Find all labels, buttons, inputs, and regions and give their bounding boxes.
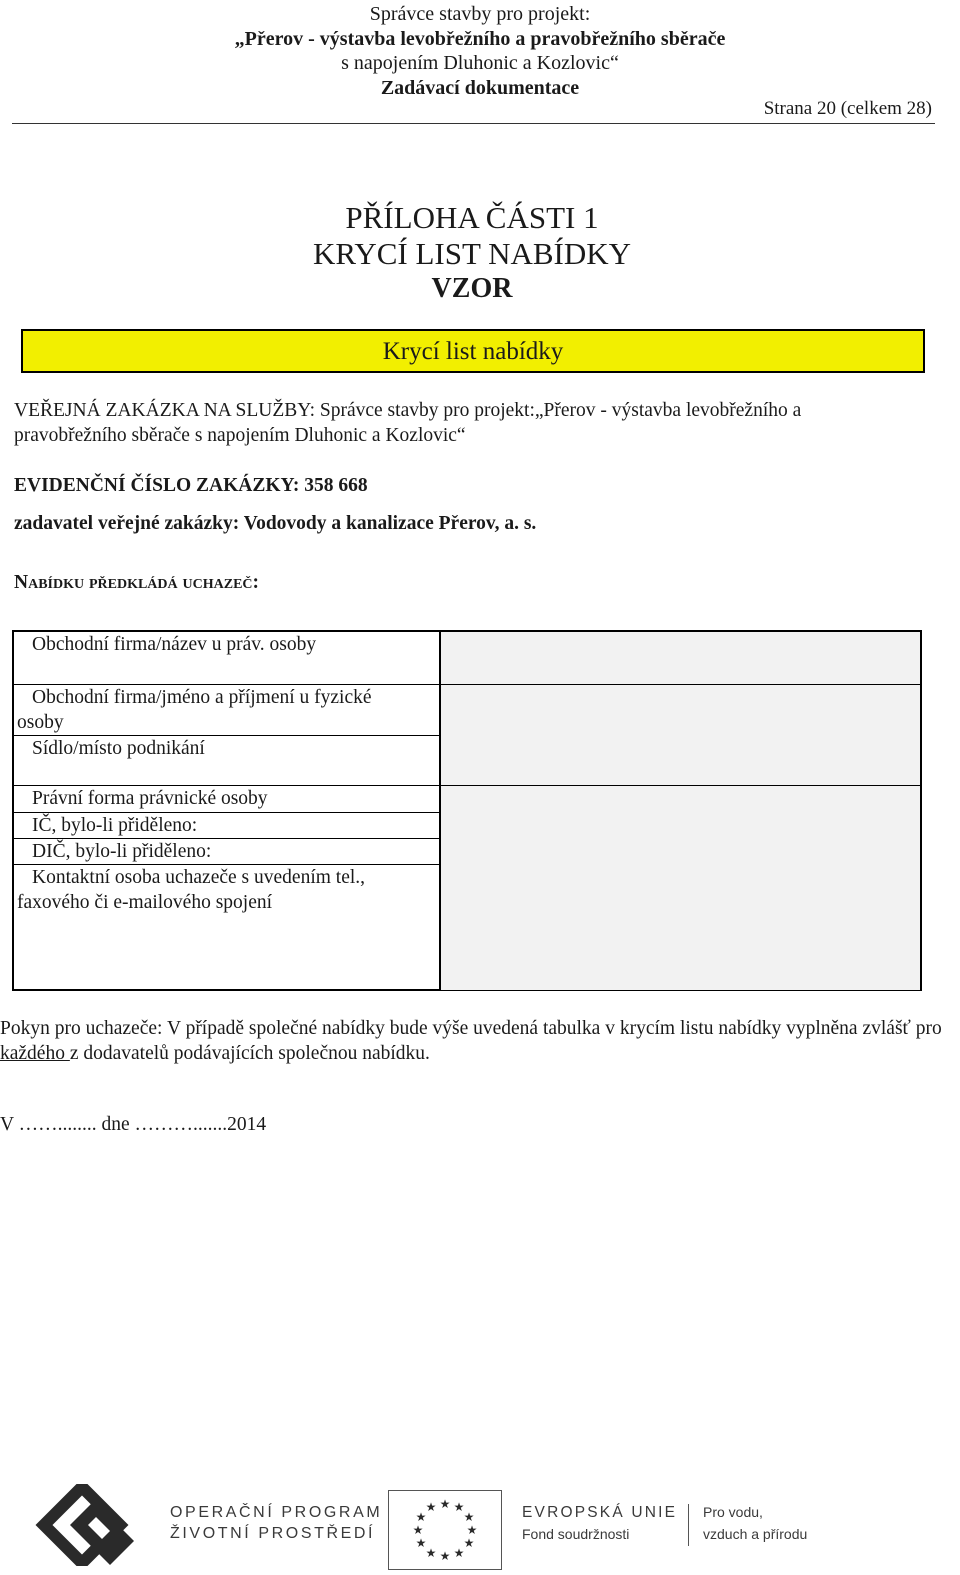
row-label-person-name [13,684,440,735]
field-person-name-and-seat[interactable] [440,684,921,785]
op-logo-line-2: ŽIVOTNÍ PROSTŘEDÍ [170,1525,376,1542]
field-company-name[interactable] [440,631,921,684]
svg-text:★: ★ [425,1500,437,1514]
template-label: VZOR [431,273,513,304]
contract-description-line-1: VEŘEJNÁ ZAKÁZKA NA SLUŽBY: Správce stavby pro projekt:„Přerov - výstavba levobřežního a [14,400,802,421]
contract-description-line-2: pravobřežního sběrače s napojením Dluhonic a Kozlovic“ [14,425,466,446]
row-label-dic [13,838,440,864]
row-label-legal-form [13,785,440,812]
page-number: Strana 20 (celkem 28) [763,98,932,119]
header-document-type: Zadávací dokumentace [380,77,580,99]
annex-title: PŘÍLOHA ČÁSTI 1 [345,200,599,235]
svg-text:★: ★ [463,1536,475,1550]
header-line-3: s napojením Dluhonic a Kozlovic“ [341,52,619,74]
motto-line-1: Pro vodu, [703,1504,763,1520]
svg-text:★: ★ [466,1523,478,1537]
op-logo-line-1: OPERAČNÍ PROGRAM [170,1504,383,1521]
eu-logo-line-1: EVROPSKÁ UNIE [522,1504,678,1521]
field-company-details[interactable] [440,785,921,990]
cover-sheet-banner: Krycí list nabídky [21,329,925,373]
svg-text:★: ★ [415,1510,427,1524]
svg-text:★: ★ [412,1523,424,1537]
row-label-text: Obchodní firma/jméno a příjmení u fyzické [32,686,372,708]
row-label-contact-person [13,864,440,990]
eu-flag-icon [388,1490,502,1570]
bidder-info-table [12,630,922,991]
row-label-ico [13,812,440,838]
svg-text:★: ★ [463,1510,475,1524]
row-label-text: Obchodní firma/název u práv. osoby [32,634,317,655]
svg-text:★: ★ [453,1500,465,1514]
bidder-instruction [0,1016,958,1066]
row-label-text: Kontaktní osoba uchazeče s uvedením tel., [32,866,366,888]
row-label-text-cont: osoby [17,711,64,733]
op-environment-logo-icon [30,1484,152,1566]
instruction-text: Pokyn pro uchazeče: V případě společné nabídky bude výše uvedená tabulka v krycím listu nabídky vyplněna zvlášť pro [0,1018,942,1039]
place-and-date: V ……........ dne ……….......2014 [0,1114,267,1135]
header-project-name: „Přerov - výstavba levobřežního a pravobřežního sběrače [234,28,726,50]
motto-line-2: vzduch a přírodu [703,1526,808,1542]
row-label-text: Sídlo/místo podnikání [32,737,205,759]
svg-text:★: ★ [425,1546,437,1560]
svg-text:★: ★ [439,1497,451,1511]
row-label-text: Právní forma právnické osoby [32,787,268,809]
header-divider [12,123,935,124]
instruction-text-end: z dodavatelů podávajících společnou nabídku. [69,1043,430,1064]
row-label-text-cont: faxového či e-mailového spojení [17,891,273,913]
table-row [13,684,921,735]
row-label-seat [13,735,440,785]
eu-stars-icon [389,1491,501,1569]
row-label-text: IČ, bylo-li přiděleno: [32,814,198,836]
submitter-heading: Nabídku předkládá uchazeč: [14,572,260,593]
footer-divider [688,1504,689,1546]
header-line-1: Správce stavby pro projekt: [369,3,591,25]
cover-sheet-title: KRYCÍ LIST NABÍDKY [312,236,632,271]
svg-text:★: ★ [415,1536,427,1550]
row-label-text: DIČ, bylo-li přiděleno: [32,840,212,862]
table-row [13,785,921,812]
footer-logos [0,1480,960,1570]
svg-text:★: ★ [439,1549,451,1563]
instruction-emphasis: každého [0,1043,70,1064]
table-row [13,631,921,684]
row-label-company-name [13,631,440,684]
svg-text:★: ★ [453,1546,465,1560]
contracting-authority: zadavatel veřejné zakázky: Vodovody a kanalizace Přerov, a. s. [14,513,537,534]
evidence-number: EVIDENČNÍ ČÍSLO ZAKÁZKY: 358 668 [14,475,368,496]
eu-logo-line-2: Fond soudržnosti [522,1526,630,1542]
